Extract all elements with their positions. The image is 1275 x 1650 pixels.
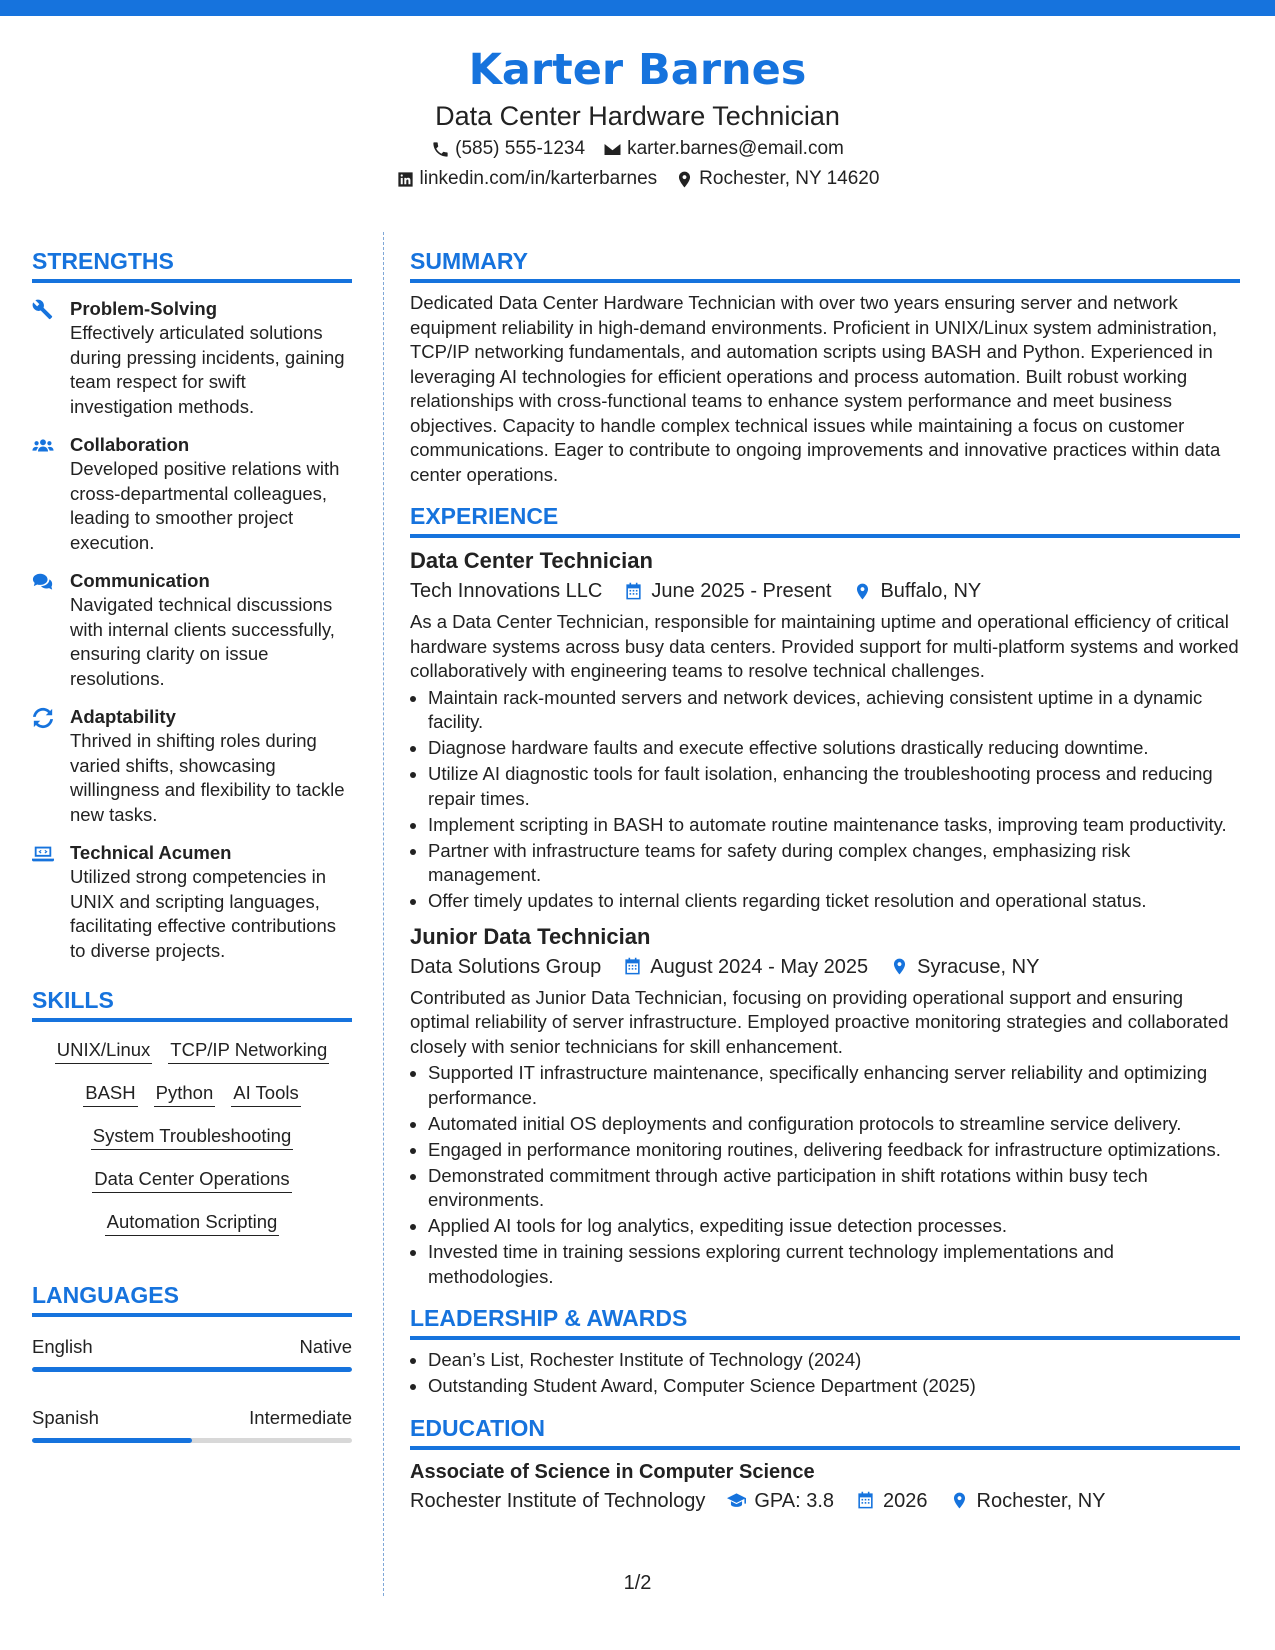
- award-item: • Dean’s List, Rochester Institute of Technology (2024): [428, 1348, 1240, 1373]
- education-location: Rochester, NY: [976, 1489, 1106, 1512]
- job-description: Contributed as Junior Data Technician, focusing on providing operational support and ensuring optimal reliability of server infrastructure. Employed proactive monitoring strategies and collaborated closely with senior technicians for skill enhancement.: [410, 986, 1229, 1057]
- skill-tag: BASH: [83, 1081, 137, 1107]
- job-bullet: • Supported IT infrastructure maintenance, specifically enhancing server reliability and optimizing performance.: [428, 1061, 1240, 1110]
- job-description: As a Data Center Technician, responsible for maintaining uptime and operational efficiency of critical hardware systems across busy data centers. Provided support for multi-platform systems and worked collaboratively with engineering teams to resolve technical challenges.: [410, 611, 1239, 681]
- calendar-icon: [624, 582, 643, 601]
- calendar-icon: [623, 957, 642, 976]
- job-bullet: • Maintain rack-mounted servers and network devices, achieving consistent uptime in a dynamic facility.: [428, 686, 1240, 735]
- contact-line-1: [0, 134, 1275, 164]
- top-accent-bar: [0, 0, 1275, 16]
- job-bullet: • Invested time in training sessions exploring current technology implementations and methodologies.: [428, 1240, 1240, 1289]
- job-bullet: • Diagnose hardware faults and execute effective solutions drastically reducing downtime.: [428, 736, 1240, 761]
- job-bullet: • Demonstrated commitment through active participation in shift rotations within busy tech environments.: [428, 1164, 1240, 1213]
- job-dates: August 2024 - May 2025: [650, 955, 869, 978]
- job-location: Buffalo, NY: [880, 580, 982, 602]
- language-proficiency-bar: [32, 1367, 352, 1372]
- degree-title: Associate of Science in Computer Science: [410, 1460, 815, 1483]
- calendar-icon: [856, 1491, 875, 1510]
- job-meta: [410, 952, 1240, 982]
- skill-tag: Python: [154, 1081, 216, 1107]
- strength-title: Adaptability: [70, 706, 176, 727]
- job-entry: [410, 546, 1240, 914]
- strength-item: [32, 433, 352, 555]
- education-year: 2026: [883, 1489, 928, 1512]
- skill-tag: AI Tools: [231, 1081, 300, 1107]
- job-bullet: • Applied AI tools for log analytics, expediting issue detection processes.: [428, 1214, 1240, 1239]
- map-marker-icon: [853, 582, 872, 601]
- job-bullets: [428, 686, 1240, 914]
- languages-list: [32, 1335, 352, 1443]
- job-bullet: • Engaged in performance monitoring routines, delivering feedback for infrastructure optimizations.: [428, 1138, 1240, 1163]
- comments-icon: [32, 571, 54, 593]
- email-contact: [603, 134, 844, 164]
- map-marker-icon: [950, 1491, 969, 1510]
- language-proficiency-bar: [32, 1438, 352, 1443]
- leadership-list: [428, 1348, 1240, 1399]
- graduation-cap-icon: [727, 1491, 746, 1510]
- experience-title: EXPERIENCE: [410, 501, 1240, 538]
- phone-text: (585) 555-1234: [455, 138, 586, 159]
- company-name: Data Solutions Group: [410, 955, 602, 978]
- linkedin-contact: [396, 164, 658, 194]
- skills-list: [32, 1038, 352, 1236]
- strength-title: Problem-Solving: [70, 298, 217, 319]
- job-title: Junior Data Technician: [410, 923, 651, 949]
- language-proficiency-fill: [32, 1367, 352, 1372]
- job-entry: [410, 922, 1240, 1290]
- job-bullet: • Automated initial OS deployments and configuration protocols to streamline service delivery.: [428, 1112, 1240, 1137]
- strength-item: [32, 705, 352, 827]
- map-marker-icon: [675, 170, 694, 189]
- tools-icon: [32, 299, 54, 321]
- strength-desc: Thrived in shifting roles during varied shifts, showcasing willingness and flexibility to tackle new tasks.: [70, 730, 345, 825]
- location-contact: [675, 164, 879, 194]
- job-bullet: • Offer timely updates to internal clients regarding ticket resolution and operational status.: [428, 889, 1240, 914]
- language-name: Spanish: [32, 1407, 99, 1428]
- language-level: Intermediate: [249, 1407, 352, 1428]
- map-marker-icon: [890, 957, 909, 976]
- language-proficiency-fill: [32, 1438, 192, 1443]
- job-title: Data Center Technician: [410, 548, 653, 573]
- email-text: karter.barnes@email.com: [627, 138, 844, 159]
- job-bullet: • Partner with infrastructure teams for safety during complex changes, emphasizing risk management.: [428, 839, 1240, 888]
- envelope-icon: [603, 140, 622, 159]
- strength-desc: Developed positive relations with cross-departmental colleagues, leading to smoother project execution.: [70, 458, 340, 553]
- strength-desc: Utilized strong competencies in UNIX and scripting languages, facilitating effective contributions to diverse projects.: [70, 866, 337, 961]
- column-divider: [383, 232, 384, 1596]
- skill-tag: Data Center Operations: [92, 1167, 291, 1193]
- strength-desc: Navigated technical discussions with internal clients successfully, ensuring clarity on issue resolutions.: [70, 594, 335, 689]
- job-bullet: • Utilize AI diagnostic tools for fault isolation, enhancing the troubleshooting process and reducing repair times.: [428, 762, 1240, 811]
- strength-title: Communication: [70, 570, 210, 591]
- language-item: [32, 1335, 352, 1359]
- strength-item: [32, 297, 352, 419]
- education-meta: [410, 1486, 1240, 1516]
- job-bullets: [428, 1061, 1240, 1289]
- languages-title: LANGUAGES: [32, 1280, 352, 1317]
- sync-icon: [32, 707, 54, 729]
- company-name: Tech Innovations LLC: [410, 580, 603, 602]
- laptop-code-icon: [32, 843, 54, 865]
- job-location: Syracuse, NY: [917, 955, 1040, 978]
- language-name: English: [32, 1336, 93, 1357]
- phone-contact: [431, 134, 585, 164]
- summary-text: Dedicated Data Center Hardware Technician with over two years ensuring server and network equipment reliability in high-demand environments. Proficient in UNIX/Linux system administration, TCP/IP networking fundamentals, and automation scripts using BASH and Python. Experienced in leveraging AI technologies for efficient operations and process automation. Built robust working relationships with cross-functional teams to enhance system performance and meet business objectives. Capacity to handle complex technical issues while maintaining a focus on customer communications. Eager to contribute to ongoing improvements and innovative practices within data center operations.: [410, 292, 1221, 485]
- skill-tag: System Troubleshooting: [91, 1124, 293, 1150]
- location-text: Rochester, NY 14620: [699, 168, 880, 189]
- phone-icon: [431, 140, 450, 159]
- education-gpa: GPA: 3.8: [754, 1489, 835, 1512]
- strength-desc: Effectively articulated solutions during pressing incidents, gaining team respect for swift investigation methods.: [70, 322, 345, 417]
- job-dates: June 2025 - Present: [651, 580, 832, 602]
- strength-title: Technical Acumen: [70, 842, 232, 863]
- page-number: 1/2: [623, 1572, 652, 1594]
- linkedin-icon: [396, 170, 415, 189]
- candidate-name: Karter Barnes: [468, 45, 807, 95]
- right-column: [410, 246, 1240, 1516]
- users-icon: [32, 435, 54, 457]
- job-meta: [410, 576, 1240, 606]
- skill-tag: Automation Scripting: [105, 1210, 280, 1236]
- contact-line-2: [0, 164, 1275, 194]
- language-level: Native: [299, 1336, 352, 1357]
- award-item: • Outstanding Student Award, Computer Science Department (2025): [428, 1374, 1240, 1399]
- school-name: Rochester Institute of Technology: [410, 1489, 706, 1512]
- linkedin-text: linkedin.com/in/karterbarnes: [419, 168, 658, 189]
- skill-tag: UNIX/Linux: [55, 1038, 153, 1064]
- skills-title: SKILLS: [32, 985, 352, 1022]
- strengths-title: STRENGTHS: [32, 246, 352, 283]
- summary-title: SUMMARY: [410, 246, 1240, 283]
- language-item: [32, 1406, 352, 1430]
- leadership-title: LEADERSHIP & AWARDS: [410, 1303, 1240, 1340]
- strength-item: [32, 569, 352, 691]
- candidate-role: Data Center Hardware Technician: [435, 101, 840, 131]
- skill-tag: TCP/IP Networking: [168, 1038, 329, 1064]
- education-title: EDUCATION: [410, 1413, 1240, 1450]
- left-column: [32, 246, 352, 1477]
- strength-item: [32, 841, 352, 963]
- job-bullet: • Implement scripting in BASH to automate routine maintenance tasks, improving team productivity.: [428, 813, 1240, 838]
- strength-title: Collaboration: [70, 434, 190, 455]
- resume-header: [0, 44, 1275, 194]
